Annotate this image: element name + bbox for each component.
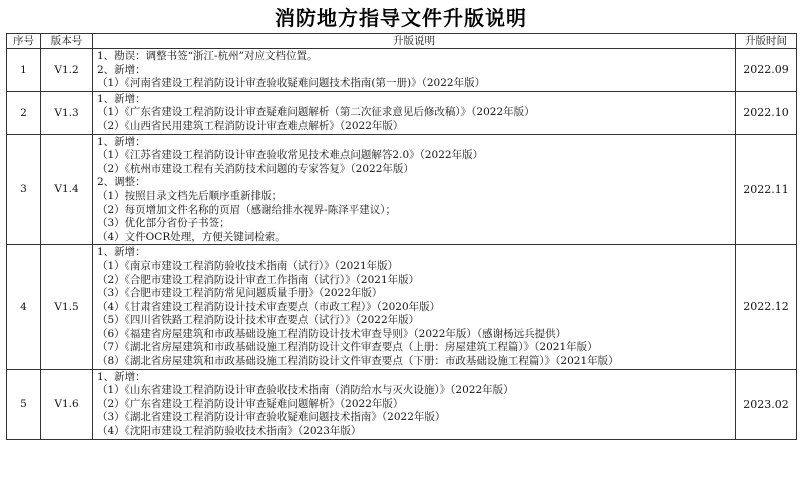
- version-table: [6, 33, 797, 440]
- row-description: [93, 134, 736, 245]
- row-date: 2022.10: [736, 91, 797, 134]
- row-version: V1.5: [41, 245, 93, 369]
- desc-line: [97, 411, 735, 425]
- row-version: V1.4: [41, 134, 93, 245]
- row-description: [93, 91, 736, 134]
- desc-line: [97, 106, 735, 120]
- row-date: 2022.12: [736, 245, 797, 369]
- page-title: 消防地方指导文件升版说明: [275, 6, 527, 30]
- desc-line: [97, 328, 735, 342]
- desc-line: [97, 425, 735, 439]
- row-number: 3: [7, 134, 41, 245]
- row-version: V1.6: [41, 369, 93, 439]
- desc-line-text: （7）《湖北省房屋建筑和市政基础设施工程消防设计文件审查要点（上册：房屋建筑工程篇）》（2021年版）: [97, 341, 598, 355]
- desc-line-text: （6）《福建省房屋建筑和市政基础设施工程消防设计技术审查导则》（2022年版）（感谢杨远兵提供）: [97, 328, 566, 342]
- table-row: [7, 91, 797, 134]
- desc-line: （1）按照目录文档先后顺序重新排版；: [97, 189, 283, 202]
- header-date: 升版时间: [736, 34, 797, 49]
- desc-line-text: （8）《湖北省房屋建筑和市政基础设施工程消防设计文件审查要点（下册：市政基础设施工程篇）》（2021年版）: [97, 355, 619, 369]
- table-row: [7, 245, 797, 369]
- row-number: 5: [7, 369, 41, 439]
- desc-line: 1、新增：: [97, 246, 146, 259]
- header-version: 版本号: [41, 34, 93, 49]
- desc-line-text: （1）《山东省建设工程消防设计审查验收技术指南（消防给水与灭火设施）》（2022年版）: [97, 384, 514, 398]
- row-number: 1: [7, 49, 41, 92]
- row-description: [93, 245, 736, 369]
- desc-line-text: （3）《合肥市建设工程消防常见问题质量手册》（2022年版）: [97, 287, 382, 301]
- desc-line-text: （2）《杭州市建设工程有关消防技术问题的专家答复》（2022年版）: [97, 163, 414, 177]
- row-version: V1.2: [41, 49, 93, 92]
- desc-line: （3）优化部分省份子书签；: [97, 217, 230, 230]
- desc-line: [97, 355, 735, 369]
- table-row: [7, 134, 797, 245]
- desc-line: [97, 384, 735, 398]
- desc-line: 1、新增：: [97, 370, 146, 383]
- desc-line: 2、调整：: [97, 176, 146, 189]
- desc-line: [97, 120, 735, 134]
- desc-line-text: （1）《广东省建设工程消防设计审查疑难问题解析（第二次征求意见后修改稿）》（2022年版）: [97, 106, 535, 120]
- desc-line: 1、新增：: [97, 135, 146, 148]
- desc-line: [97, 149, 735, 163]
- desc-line-text: （1）《南京市建设工程消防验收技术指南（试行）》（2021年版）: [97, 260, 398, 274]
- desc-line-text: （5）《四川省铁路工程消防设计技术审查要点（试行）》（2022年版）: [97, 314, 419, 328]
- desc-line: [97, 163, 735, 177]
- desc-line: 1、新增：: [97, 92, 146, 105]
- desc-line-text: （3）《湖北省建设工程消防设计审查验收疑难问题技术指南》（2022年版）: [97, 411, 445, 425]
- row-date: 2022.11: [736, 134, 797, 245]
- desc-line-text: （4）《沈阳市建设工程消防验收技术指南》（2023年版）: [97, 425, 361, 439]
- desc-line: [97, 341, 735, 355]
- row-version: V1.3: [41, 91, 93, 134]
- desc-line-text: （2）《山西省民用建筑工程消防设计审查难点解析》（2022年版）: [97, 120, 403, 134]
- header-desc: 升版说明: [93, 34, 736, 49]
- row-date: 2023.02: [736, 369, 797, 439]
- table-header-row: [7, 34, 797, 49]
- row-description: [93, 369, 736, 439]
- desc-line-text: （4）《甘肃省建设工程消防设计技术审查要点（市政工程）》（2020年版）: [97, 301, 440, 315]
- table-row: [7, 49, 797, 92]
- row-date: 2022.09: [736, 49, 797, 92]
- desc-line: [97, 77, 735, 91]
- desc-line: [97, 260, 735, 274]
- desc-line: （4）文件OCR处理，方便关键词检索。: [97, 230, 286, 243]
- header-no: 序号: [7, 34, 41, 49]
- desc-line: [97, 398, 735, 412]
- desc-line-text: （1）《江苏省建设工程消防设计审查验收常见技术难点问题解答2.0》（2022年版）: [97, 149, 483, 163]
- row-number: 4: [7, 245, 41, 369]
- desc-line-text: （2）《合肥市建设工程消防设计审查工作指南（试行）》（2021年版）: [97, 274, 419, 288]
- desc-line: [97, 314, 735, 328]
- desc-line: 2、新增：: [97, 63, 146, 76]
- desc-line: （2）每页增加文件名称的页眉（感谢给排水视界-陈泽平建议）；: [97, 203, 396, 216]
- desc-line-text: （1）《河南省建设工程消防设计审查验收疑难问题技术指南(第一册)》（2022年版）: [97, 77, 485, 91]
- desc-line: [97, 287, 735, 301]
- desc-line: [97, 301, 735, 315]
- desc-line: [97, 274, 735, 288]
- table-row: [7, 369, 797, 439]
- desc-line-text: （2）《广东省建设工程消防设计审查疑难问题解析》（2022年版）: [97, 398, 403, 412]
- desc-line: 1、勘误：调整书签“浙江-杭州”对应文档位置。: [97, 50, 318, 62]
- row-description: [93, 49, 736, 92]
- row-number: 2: [7, 91, 41, 134]
